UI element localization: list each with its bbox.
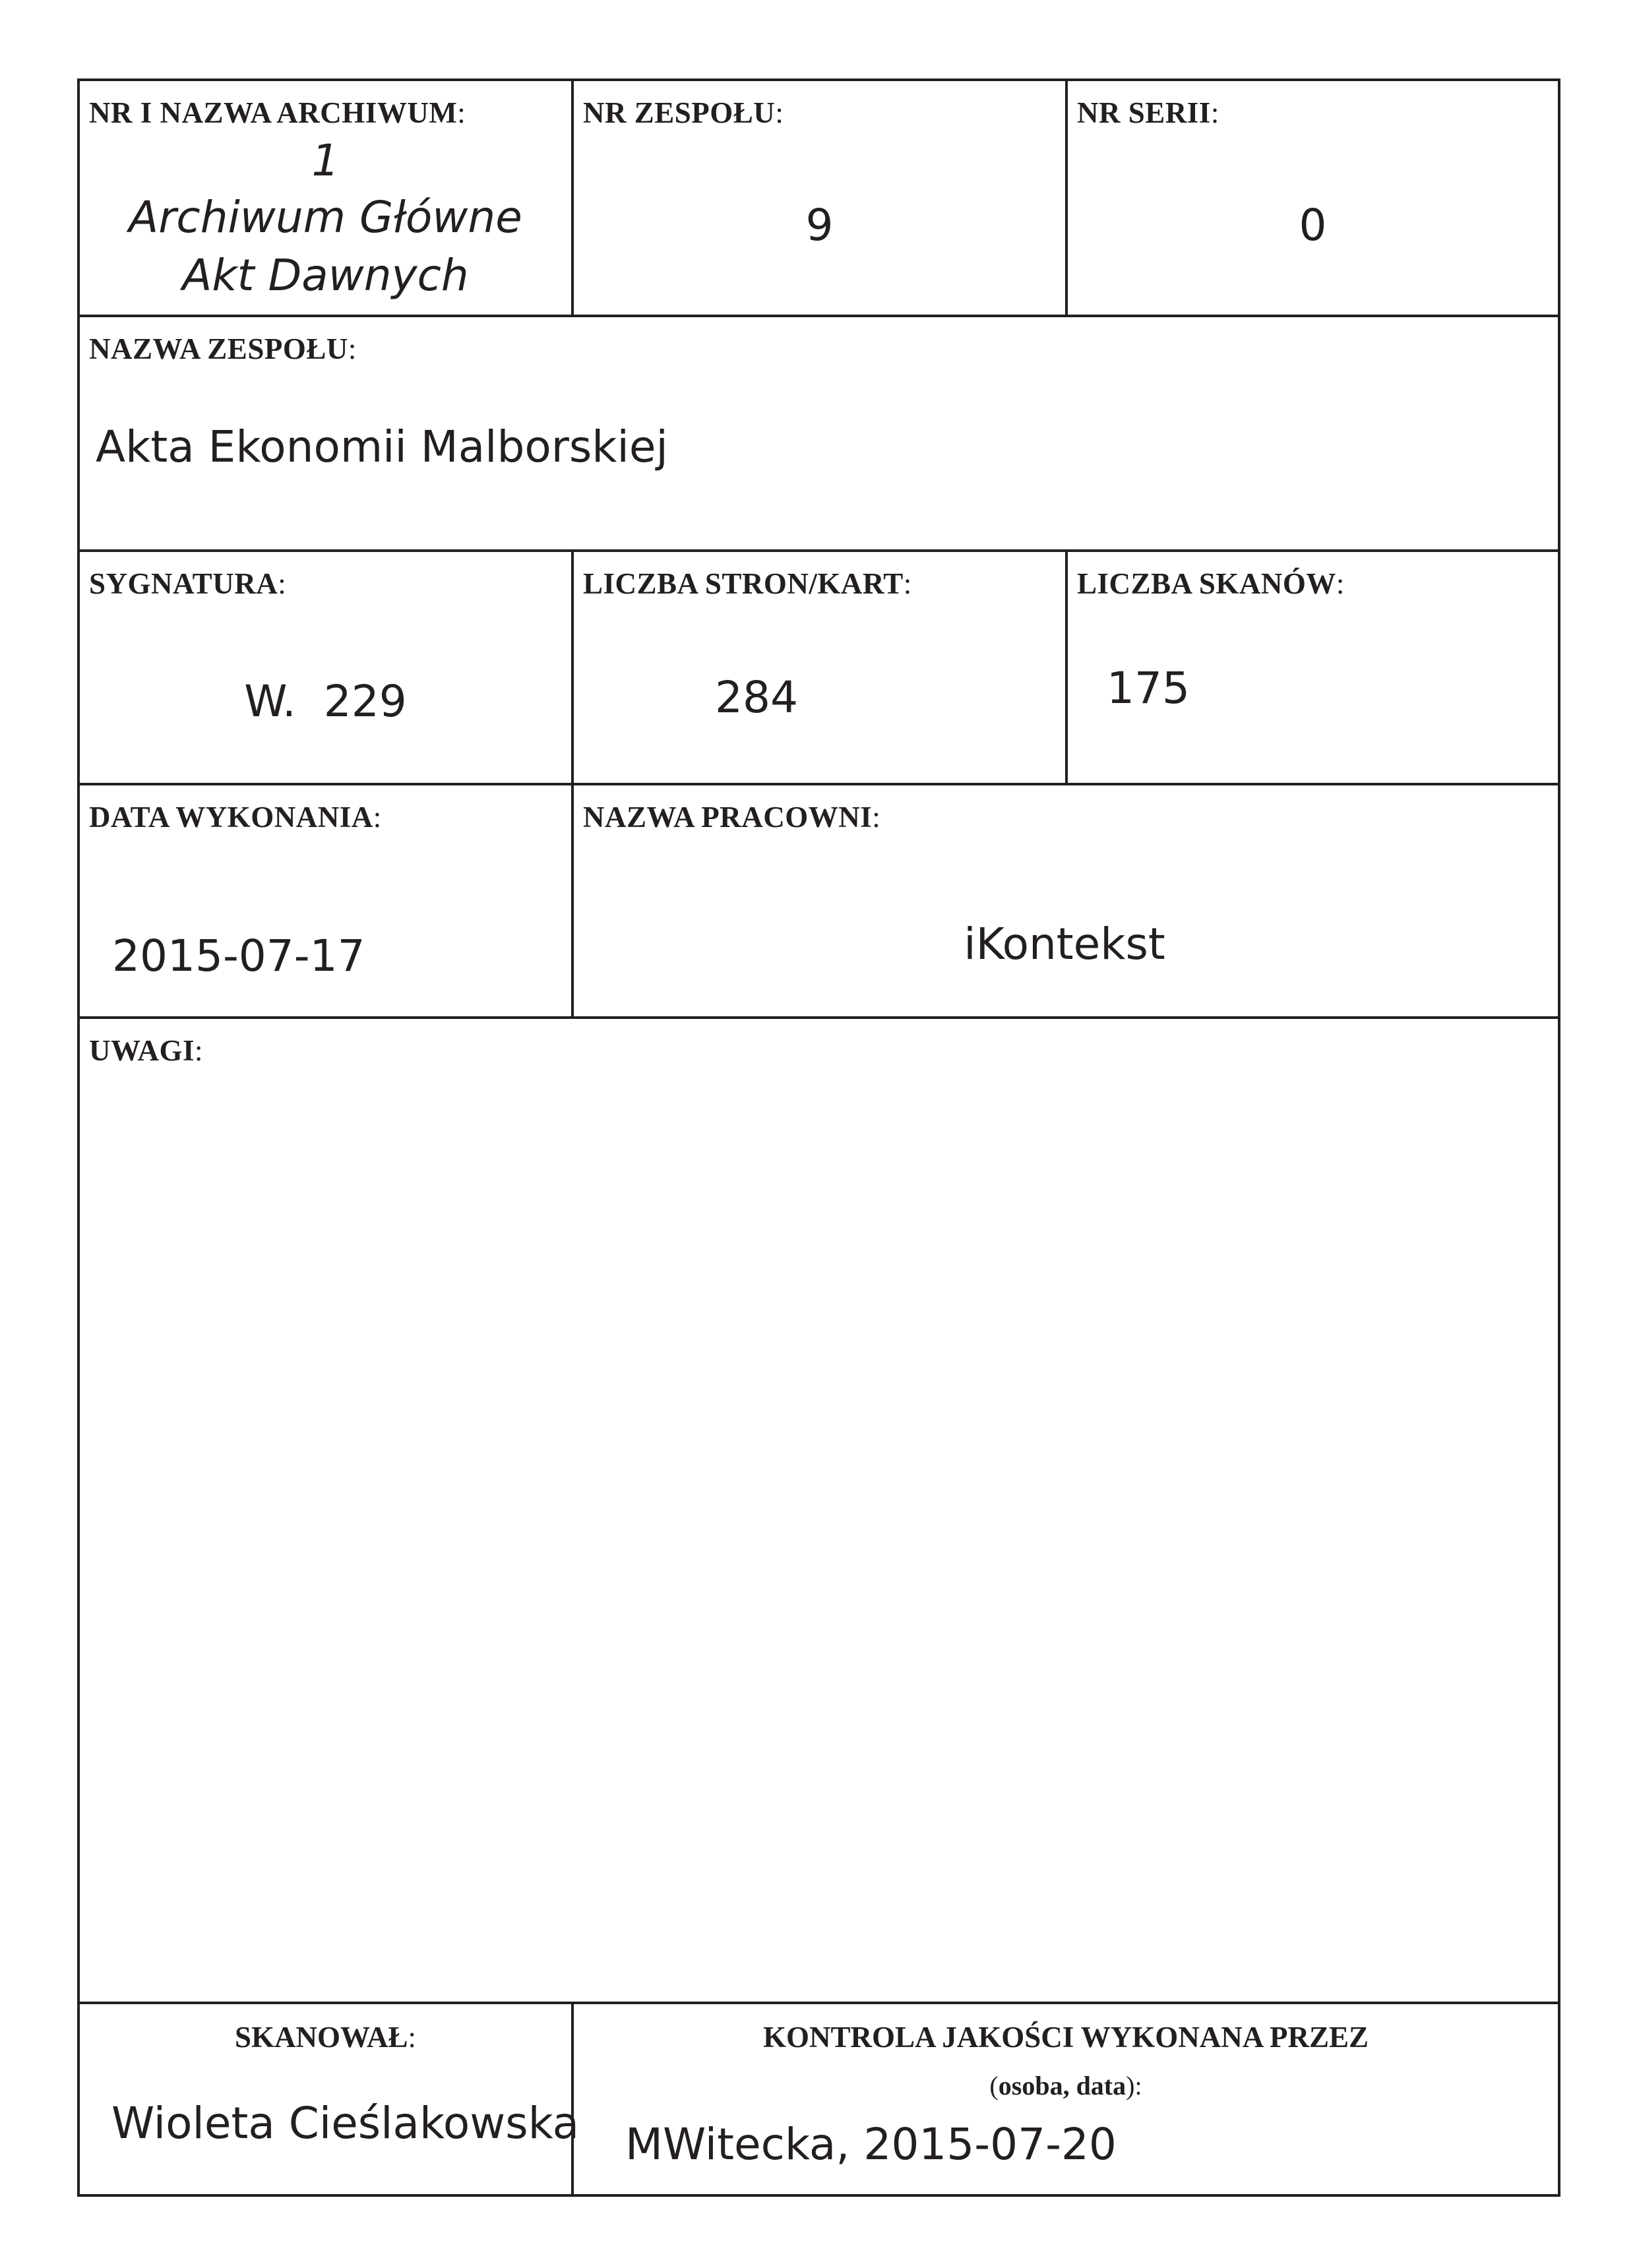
archive-name-line2: Akt Dawnych	[182, 250, 469, 301]
archive-number: 1	[311, 135, 340, 186]
archive-name-line1: Archiwum Główne	[129, 192, 522, 243]
series-number-label: NR SERII:	[1077, 96, 1219, 129]
quality-control-label: KONTROLA JAKOŚCI WYKONANA PRZEZ	[762, 2021, 1369, 2054]
archive-metadata-card	[77, 78, 1560, 2197]
quality-control-sublabel: (osoba, data):	[989, 2071, 1142, 2100]
page-count-cell	[574, 549, 1068, 784]
scan-count-cell	[1068, 549, 1558, 784]
fonds-name-value: Akta Ekonomii Malborskiej	[96, 421, 668, 472]
archive-cell	[80, 81, 574, 316]
scan-count-value: 175	[1107, 663, 1190, 714]
date-done-value: 2015-07-17	[112, 931, 365, 981]
signature-label: SYGNATURA:	[89, 567, 287, 600]
workshop-value: iKontekst	[964, 919, 1165, 969]
scanned-by-cell	[80, 2002, 580, 2194]
scanned-by-value: Wioleta Cieślakowska	[111, 2098, 580, 2149]
series-number-cell	[1068, 81, 1558, 316]
signature-cell	[80, 549, 574, 784]
archive-label: NR I NAZWA ARCHIWUM:	[89, 96, 466, 129]
quality-control-cell	[574, 2002, 1558, 2194]
scanned-by-label: SKANOWAŁ:	[234, 2021, 417, 2054]
fonds-number-label: NR ZESPOŁU:	[583, 96, 784, 129]
fonds-number-cell	[574, 81, 1068, 316]
fonds-number-value: 9	[805, 200, 834, 251]
signature-value: W. 229	[244, 676, 407, 727]
scan-count-label: LICZBA SKANÓW:	[1077, 567, 1345, 600]
workshop-cell	[574, 783, 1558, 1018]
series-number-value: 0	[1299, 200, 1327, 251]
remarks-cell	[80, 1016, 1558, 2017]
workshop-label: NAZWA PRACOWNI:	[583, 801, 881, 834]
fonds-name-cell	[80, 315, 1558, 551]
page-count-label: LICZBA STRON/KART:	[583, 567, 912, 600]
date-done-label: DATA WYKONANIA:	[89, 801, 382, 834]
page-count-value: 284	[715, 672, 798, 723]
fonds-name-label: NAZWA ZESPOŁU:	[89, 332, 357, 365]
date-done-cell	[80, 783, 574, 1018]
quality-control-value: MWitecka, 2015-07-20	[625, 2119, 1117, 2170]
remarks-label: UWAGI:	[89, 1034, 204, 1067]
